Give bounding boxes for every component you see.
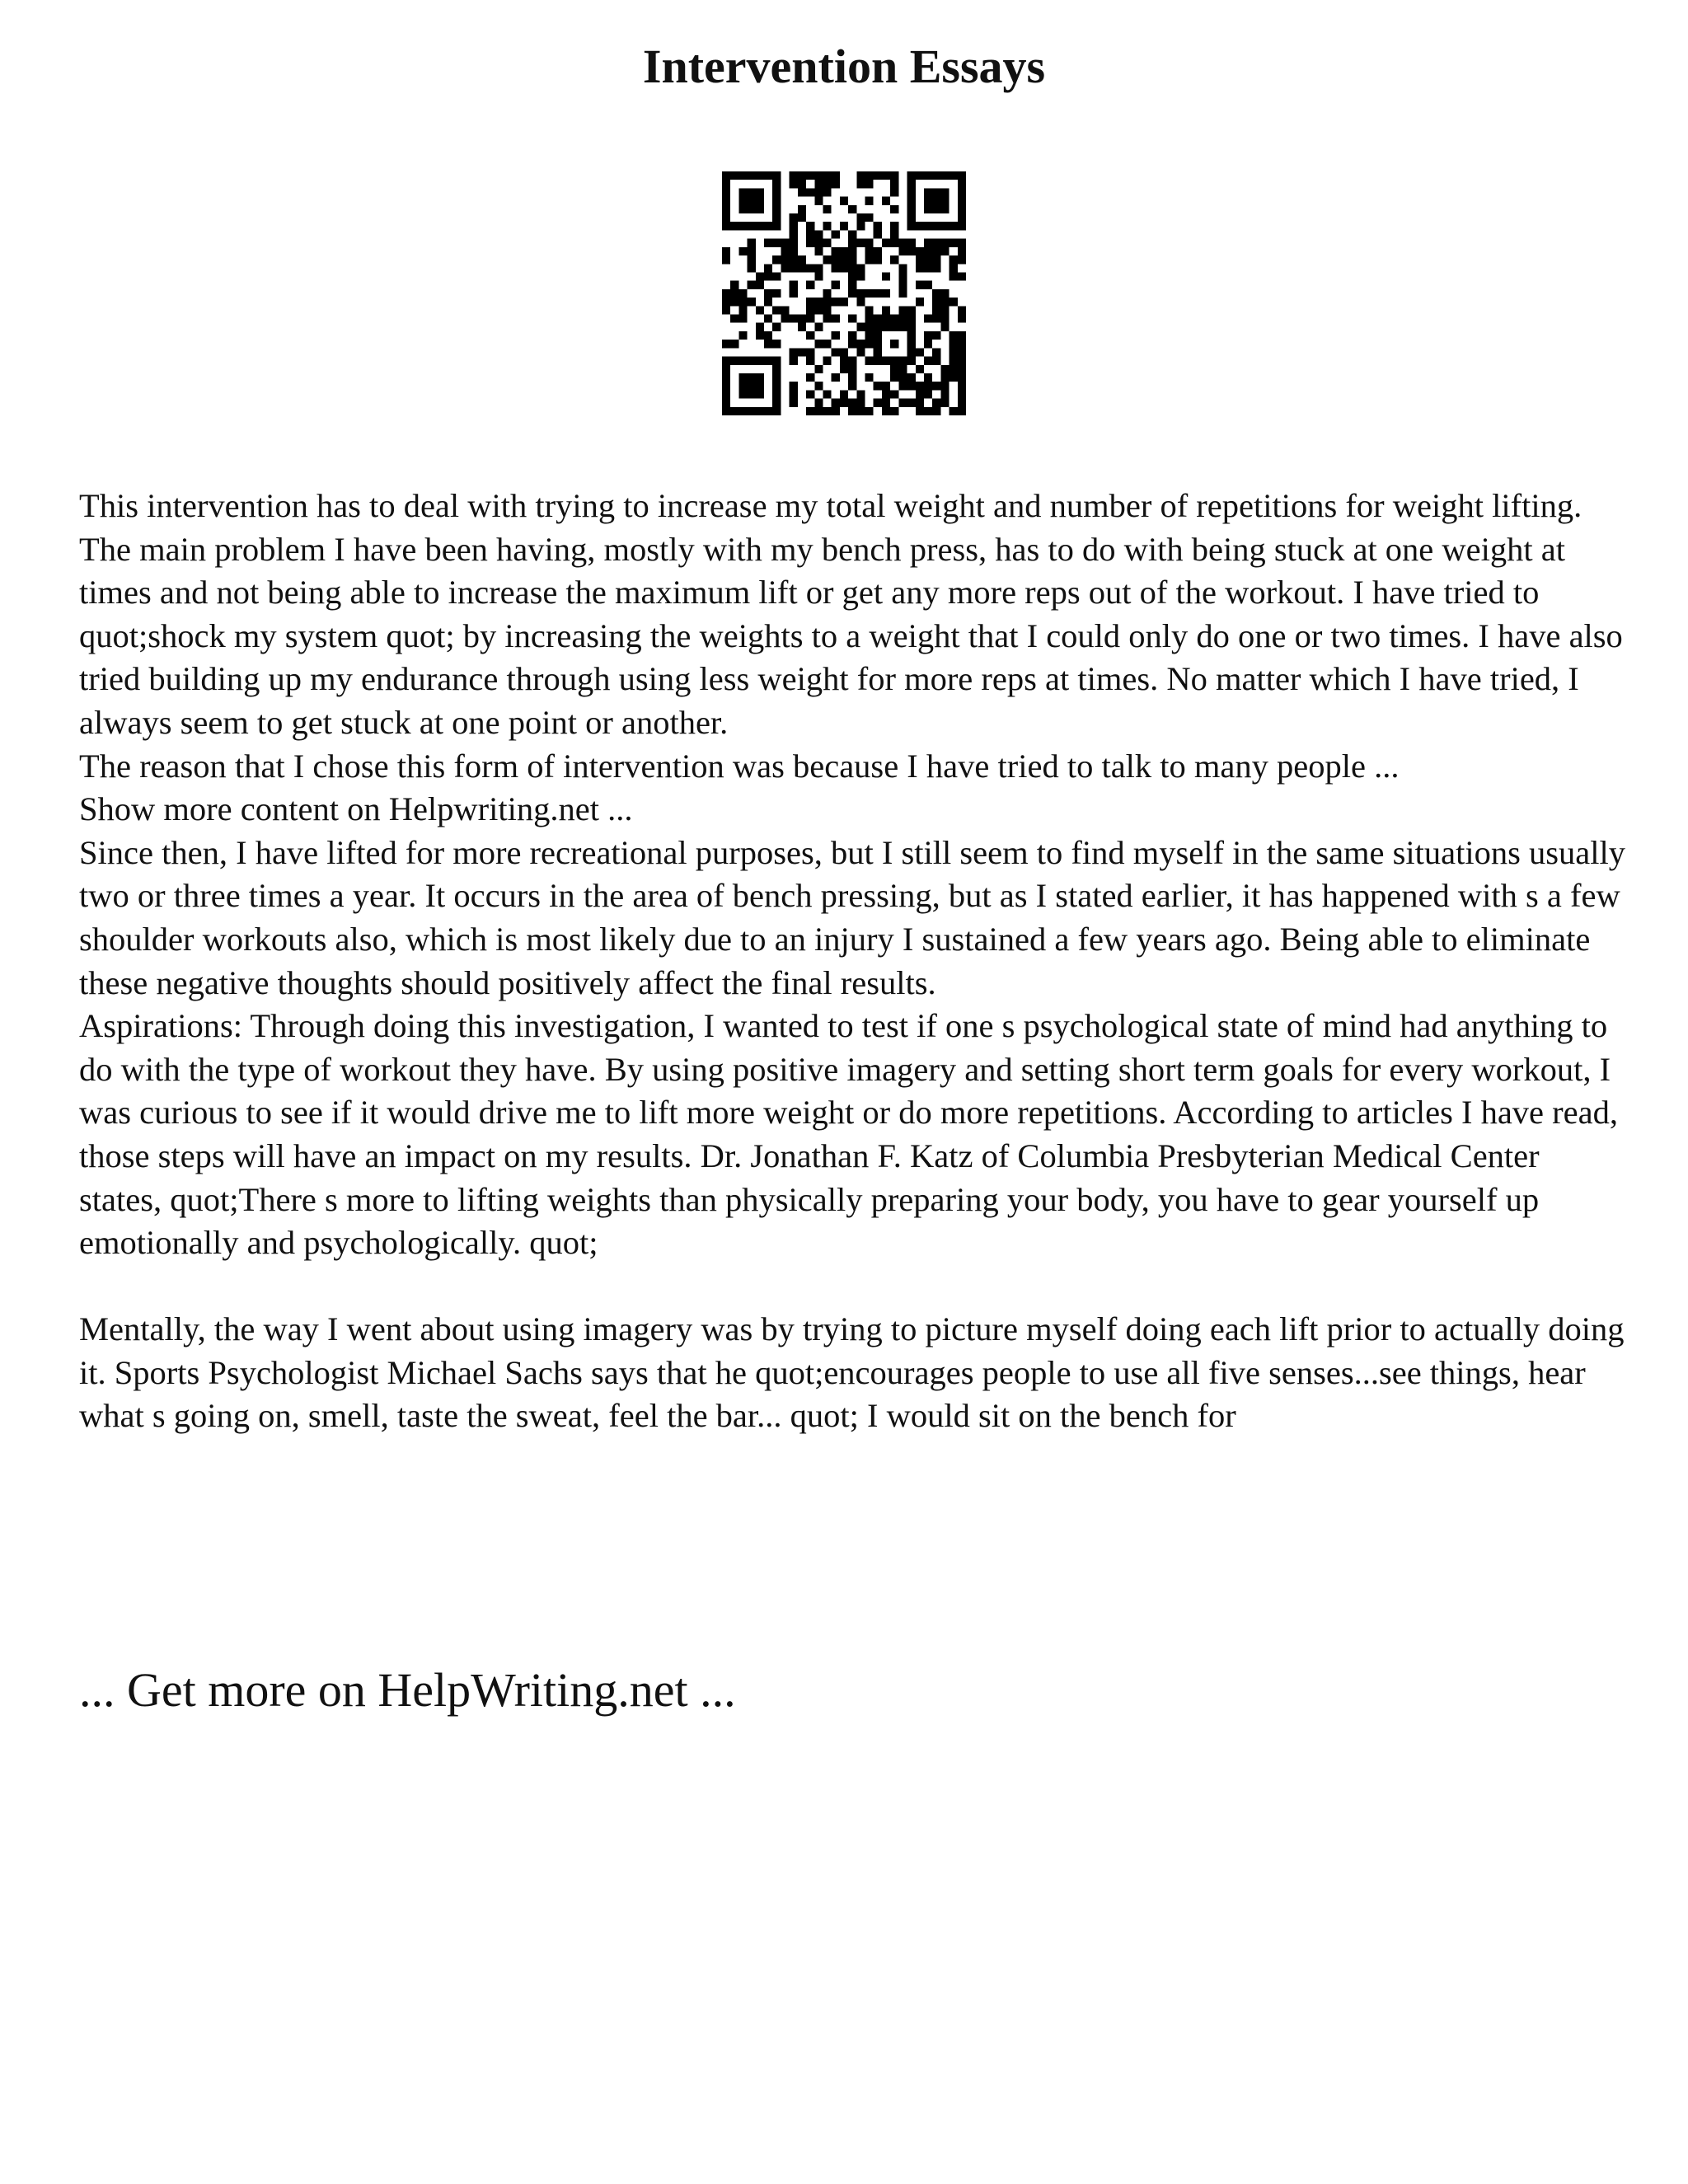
paragraph-intro: This intervention has to deal with trying to increase my total weight and number of repetitions for weight lifting. The main problem I have been having, mostly with my bench press, has to do with being stuck at one weight at times and not being able to increase the maximum lift or get any more reps out of the workout. I have tried to quot;shock my system quot; by increasing the weights to a weight that I could only do one or two times. I have also tried building up my endurance through using less weight for more reps at times. No matter which I have tried, I always seem to get stuck at one point or another.	[79, 487, 1623, 741]
essay-body	[79, 485, 1629, 1438]
paragraph-reason: The reason that I chose this form of intervention was because I have tried to talk to many people ...	[79, 747, 1400, 785]
qr-code-icon	[722, 171, 966, 415]
page-title: Intervention Essays	[642, 40, 1046, 93]
paragraph-aspirations: Aspirations: Through doing this investigation, I wanted to test if one s psychological state of mind had anything to do with the type of workout they have. By using positive imagery and setting short term goals for every workout, I was curious to see if it would drive me to lift more weight or do more repetitions. According to articles I have read, those steps will have an impact on my results. Dr. Jonathan F. Katz of Columbia Presbyterian Medical Center states, quot;There s more to lifting weights than physically preparing your body, you have to gear yourself up emotionally and psychologically. quot;	[79, 1007, 1618, 1262]
paragraph-mentally: Mentally, the way I went about using imagery was by trying to picture myself doing each lift prior to actually doing it. Sports Psychologist Michael Sachs says that he quot;encourages people to use all five senses...see things, hear what s going on, smell, taste the sweat, feel the bar... quot; I would sit on the bench for	[79, 1310, 1625, 1435]
get-more-link[interactable]: ... Get more on HelpWriting.net ...	[79, 1663, 736, 1717]
paragraph-since-then: Since then, I have lifted for more recreational purposes, but I still seem to find myself in the same situations usually two or three times a year. It occurs in the area of bench pressing, but as I stated earlier, it has happened with s a few shoulder workouts also, which is most likely due to an injury I sustained a few years ago. Being able to eliminate these negative thoughts should positively affect the final results.	[79, 833, 1626, 1001]
show-more-link[interactable]: Show more content on Helpwriting.net ...	[79, 790, 633, 828]
paragraph-gap	[79, 1265, 1629, 1309]
